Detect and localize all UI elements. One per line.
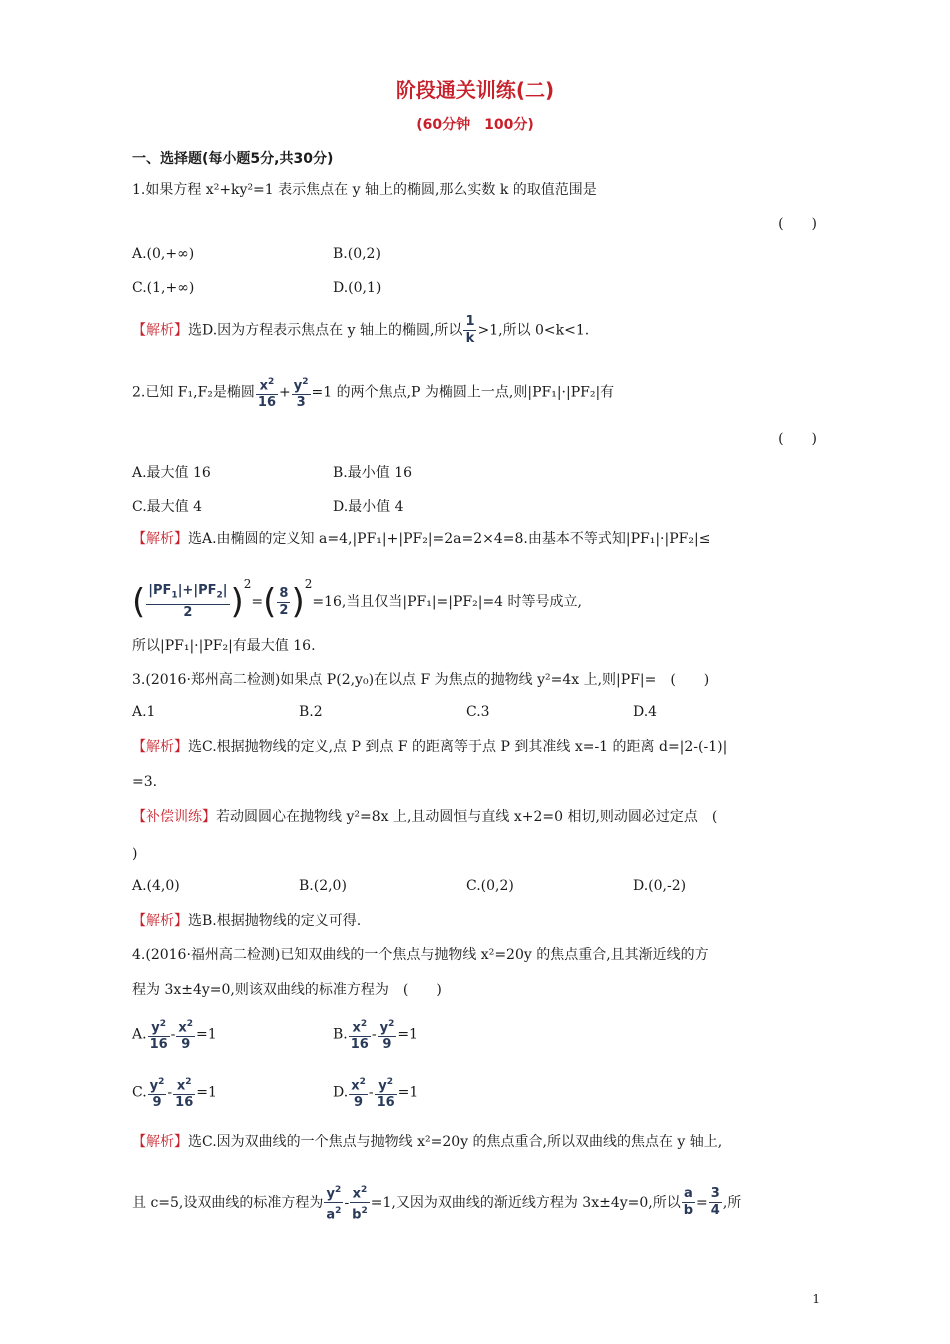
q1-option-b: B.(0,2) bbox=[333, 246, 381, 262]
q1-option-d: D.(0,1) bbox=[333, 280, 382, 296]
section-heading: 一、选择题(每小题5分,共30分) bbox=[132, 151, 334, 167]
q3-option-b: B.2 bbox=[299, 704, 323, 720]
supplement-stem-end: ) bbox=[132, 846, 138, 862]
q3-option-a: A.1 bbox=[132, 704, 156, 720]
q3-solution-line1: 【解析】选C.根据抛物线的定义,点 P 到点 F 的距离等于点 P 到其准线 x=-1 的距离 d=|2-(-1)| bbox=[132, 739, 728, 755]
q1-option-a: A.(0,+∞) bbox=[132, 246, 195, 262]
q4-stem-line2: 程为 3x±4y=0,则该双曲线的标准方程为 ( ) bbox=[132, 982, 442, 998]
supplement-option-b: B.(2,0) bbox=[299, 878, 347, 894]
q3-stem: 3.(2016·郑州高二检测)如果点 P(2,y₀)在以点 F 为焦点的抛物线 y²=4x 上,则|PF|= ( ) bbox=[132, 672, 710, 688]
q4-solution-line1: 【解析】选C.因为双曲线的一个焦点与抛物线 x²=20y 的焦点重合,所以双曲线的焦点在 y 轴上, bbox=[132, 1134, 723, 1150]
q2-solution-line1: 【解析】选A.由椭圆的定义知 a=4,|PF₁|+|PF₂|=2a=2×4=8.由基本不等式知|PF₁|·|PF₂|≤ bbox=[132, 531, 711, 547]
q1-answer-paren: ( ) bbox=[778, 216, 817, 232]
supplement-stem: 【补偿训练】若动圆圆心在抛物线 y²=8x 上,且动圆恒与直线 x+2=0 相切,则动圆必过定点 ( bbox=[132, 809, 718, 825]
page-title: 阶段通关训练(二) bbox=[395, 78, 555, 102]
supplement-option-a: A.(4,0) bbox=[132, 878, 180, 894]
q1-stem: 1.如果方程 x²+ky²=1 表示焦点在 y 轴上的椭圆,那么实数 k 的取值范围是 bbox=[132, 182, 597, 198]
q4-option-a: A. $\frac{y^2}{16}$ - $\frac{x^2}{9}$ =1 bbox=[132, 1016, 217, 1053]
q3-solution-line2: =3. bbox=[132, 774, 158, 790]
page-number: 1 bbox=[812, 1292, 820, 1306]
fraction-x2-over-16: $\frac{x^2}{16}$ bbox=[256, 374, 278, 411]
q2-stem: 2.已知 F₁,F₂是椭圆 $\frac{x^2}{16}$ + $\frac{y^2}{3}$ =1 的两个焦点,P 为椭圆上一点,则|PF₁|·|PF₂|有 bbox=[132, 374, 614, 411]
q2-solution-line2: ( $\frac{|PF_1|+|PF_2|}{2}$ )$^2$=( $\frac{8}{2}$ )$^2$=16,当且仅当|PF₁|=|PF₂|=4 时等号成立, bbox=[132, 577, 582, 622]
q1-solution: 【解析】选D.因为方程表示焦点在 y 轴上的椭圆,所以 $\frac{1}{k}$ >1,所以 0<k<1. bbox=[132, 314, 590, 346]
q3-option-c: C.3 bbox=[466, 704, 490, 720]
q2-solution-line3: 所以|PF₁|·|PF₂|有最大值 16. bbox=[132, 638, 316, 654]
q2-option-a: A.最大值 16 bbox=[132, 465, 211, 481]
supplement-tag: 【补偿训练】 bbox=[132, 809, 216, 825]
fraction-pf-sum-over-2: $\frac{|PF_1|+|PF_2|}{2}$ bbox=[148, 583, 228, 620]
q2-option-c: C.最大值 4 bbox=[132, 499, 203, 515]
page-subtitle: (60分钟 100分) bbox=[416, 117, 534, 133]
supplement-solution: 【解析】选B.根据抛物线的定义可得. bbox=[132, 913, 362, 929]
fraction-1-over-k: $\frac{1}{k}$ bbox=[465, 314, 475, 346]
q4-option-c: C. $\frac{y^2}{9}$ - $\frac{x^2}{16}$ =1 bbox=[132, 1074, 217, 1111]
q4-option-d: D. $\frac{x^2}{9}$ - $\frac{y^2}{16}$ =1 bbox=[333, 1074, 418, 1111]
q1-option-c: C.(1,+∞) bbox=[132, 280, 195, 296]
supplement-option-c: C.(0,2) bbox=[466, 878, 514, 894]
q2-answer-paren: ( ) bbox=[778, 431, 817, 447]
q4-option-b: B. $\frac{x^2}{16}$ - $\frac{y^2}{9}$ =1 bbox=[333, 1016, 418, 1053]
q2-option-d: D.最小值 4 bbox=[333, 499, 404, 515]
fraction-8-over-2: $\frac{8}{2}$ bbox=[279, 585, 289, 618]
q2-option-b: B.最小值 16 bbox=[333, 465, 413, 481]
q4-solution-line2: 且 c=5,设双曲线的标准方程为 $\frac{y^2}{a^2}$ - $\frac{x^2}{b^2}$ =1,又因为双曲线的渐近线方程为 3x±4y=0,所以 $\frac{a}{b}$ = $\frac{3}{4}$ ,所 bbox=[132, 1182, 741, 1224]
q3-option-d: D.4 bbox=[633, 704, 658, 720]
supplement-option-d: D.(0,-2) bbox=[633, 878, 687, 894]
solution-tag: 【解析】 bbox=[132, 322, 188, 339]
q4-stem-line1: 4.(2016·福州高二检测)已知双曲线的一个焦点与抛物线 x²=20y 的焦点重合,且其渐近线的方 bbox=[132, 947, 709, 963]
fraction-y2-over-3: $\frac{y^2}{3}$ bbox=[292, 374, 311, 411]
